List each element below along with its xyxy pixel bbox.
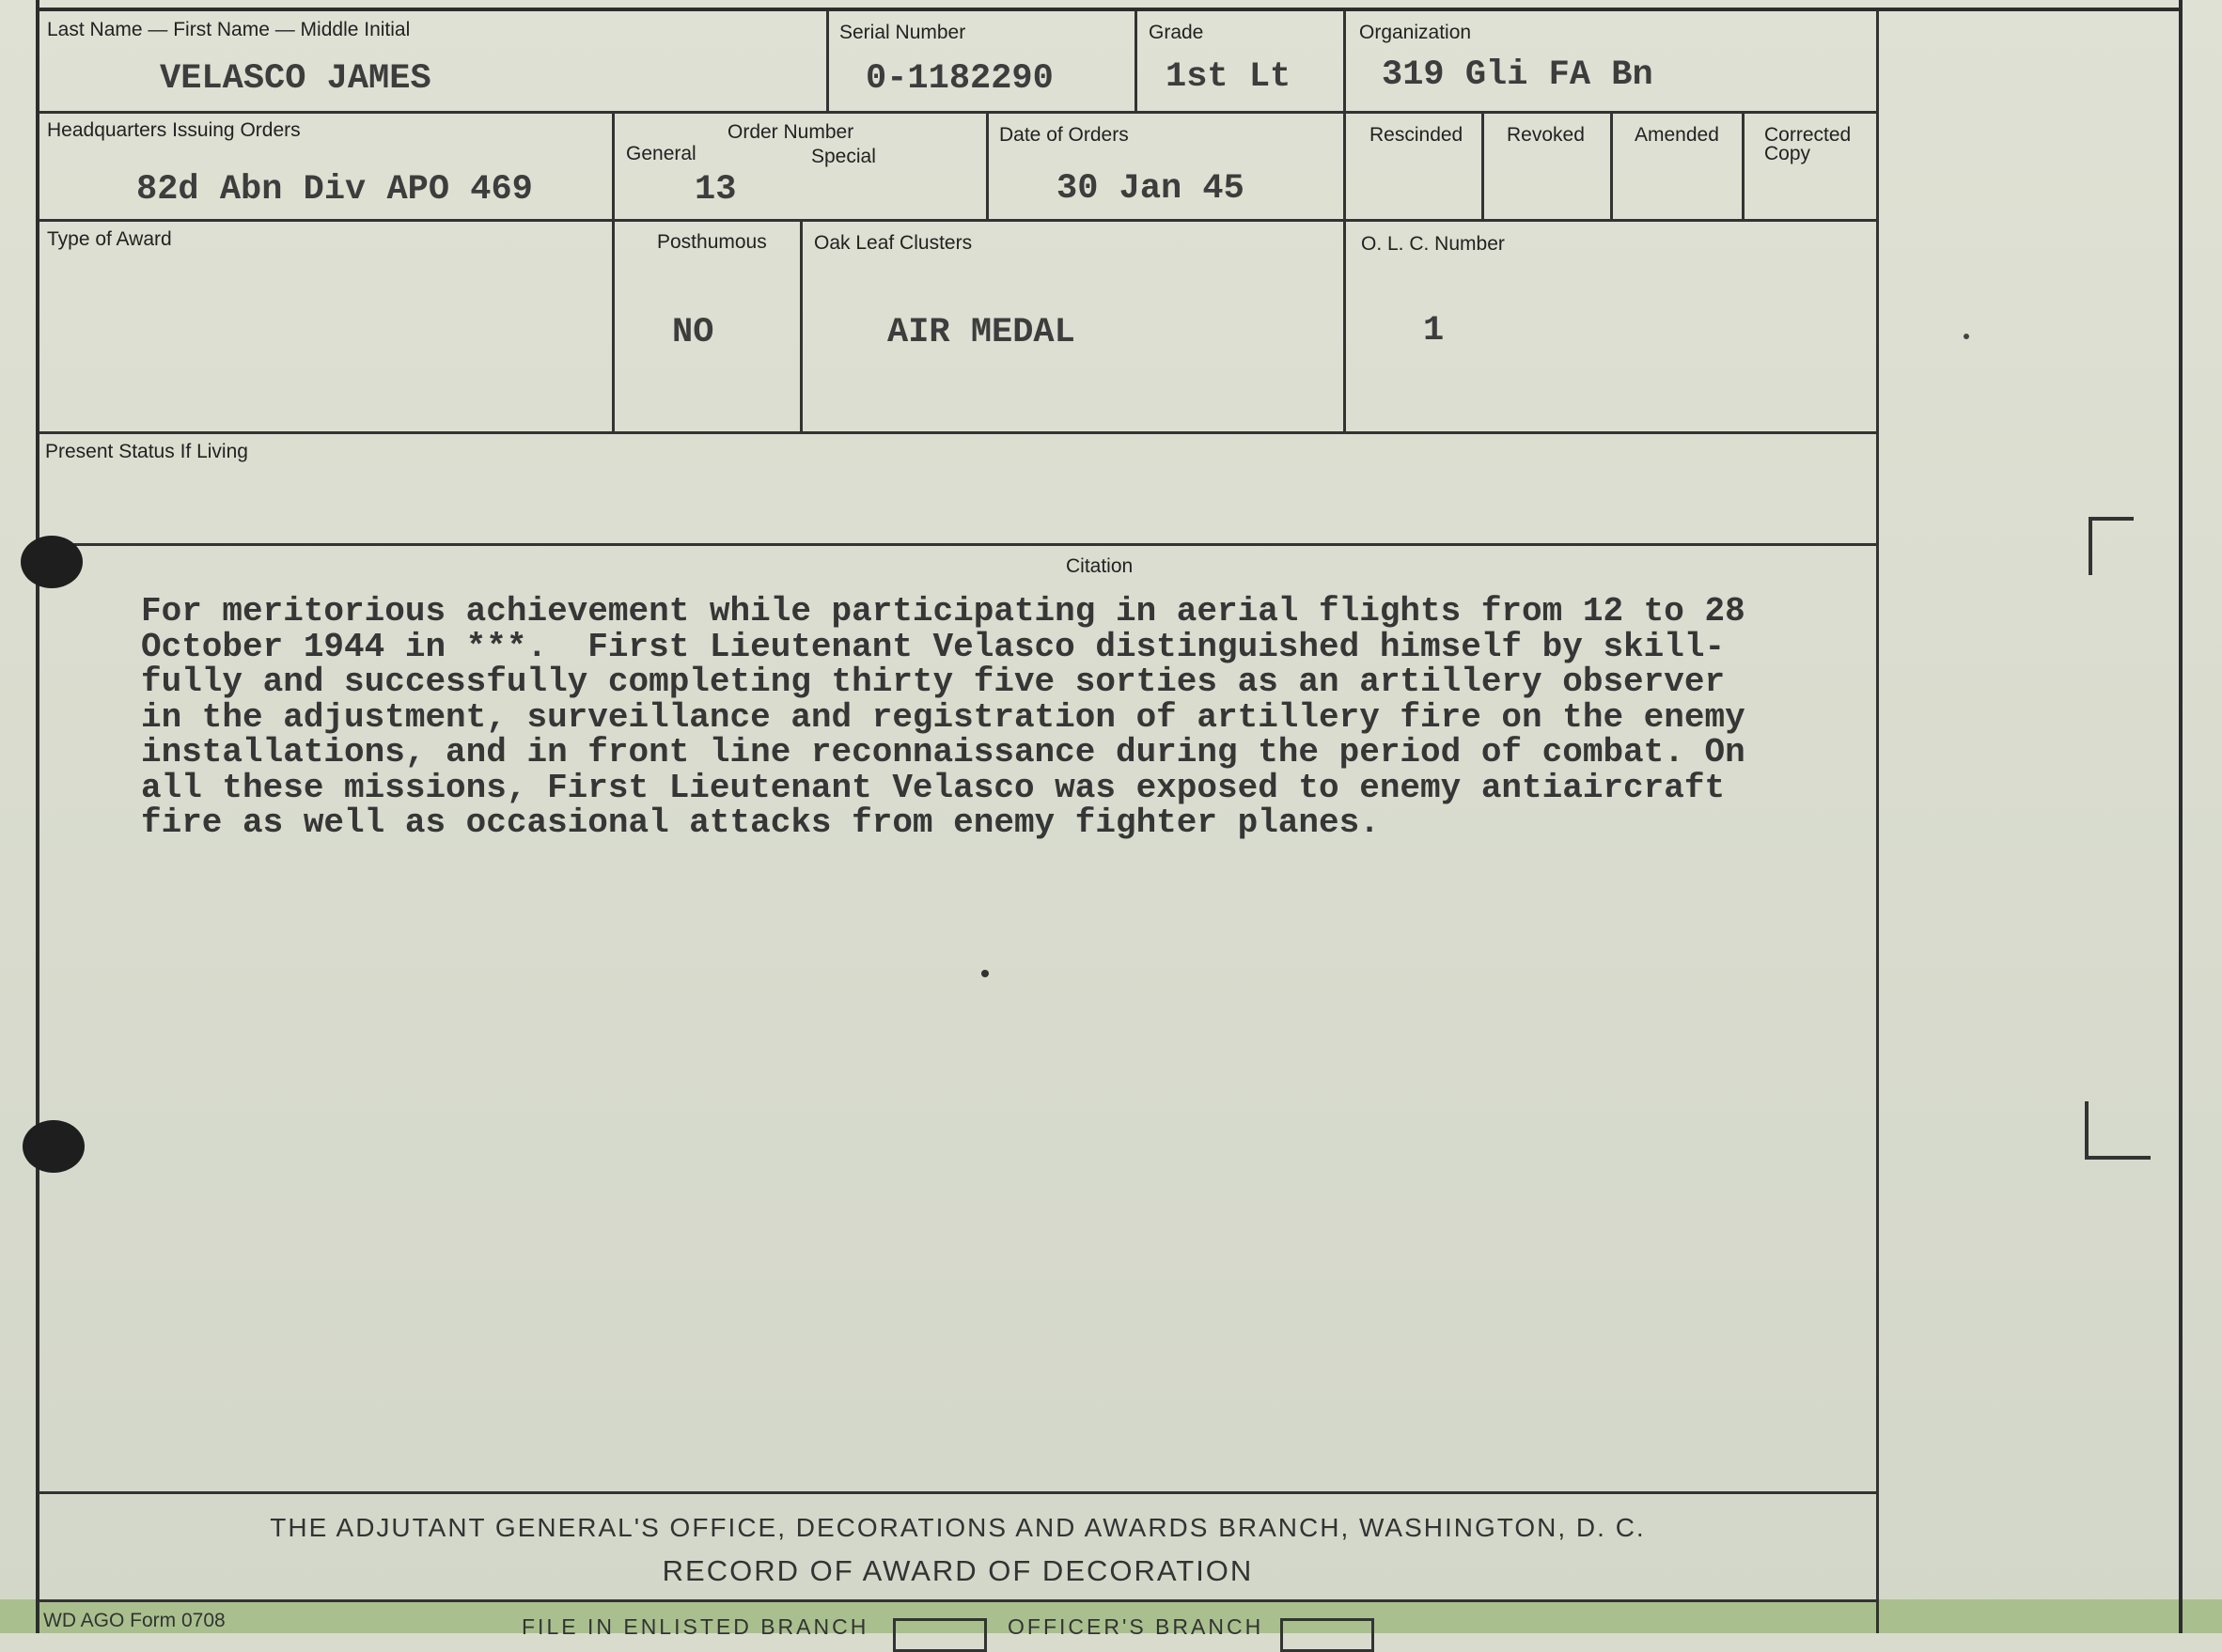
rule-v-oakleaf <box>800 219 803 431</box>
hq-label: Headquarters Issuing Orders <box>47 119 301 141</box>
rule-v-olc <box>1343 219 1346 431</box>
citation-line: in the adjustment, surveillance and registration of artillery fire on the enemy <box>141 697 1745 737</box>
olc-number-label: O. L. C. Number <box>1361 233 1505 255</box>
rule-v-order <box>612 111 615 219</box>
officers-branch: OFFICER'S BRANCH <box>1008 1614 1264 1639</box>
rule-v-date <box>986 111 989 219</box>
date-of-orders-value: 30 Jan 45 <box>1056 169 1244 209</box>
general-label: General <box>626 143 696 164</box>
corner-mark-bottom <box>2085 1101 2151 1160</box>
left-border <box>36 0 39 1633</box>
rule-row1 <box>39 111 1876 114</box>
citation-line: fire as well as occasional attacks from enemy fighter planes. <box>141 803 1380 842</box>
citation-text <box>141 594 1852 841</box>
grade-label: Grade <box>1149 22 1204 43</box>
general-value: 13 <box>695 170 737 210</box>
hq-value: 82d Abn Div APO 469 <box>136 170 533 210</box>
olc-number-value: 1 <box>1423 311 1445 351</box>
form-number: WD AGO Form 0708 <box>43 1610 226 1631</box>
rule-row3 <box>39 431 1876 434</box>
rescinded-label: Rescinded <box>1369 124 1463 146</box>
top-border <box>36 8 2183 11</box>
type-of-award-label: Type of Award <box>47 228 172 250</box>
record-title: RECORD OF AWARD OF DECORATION <box>662 1554 1254 1587</box>
citation-label: Citation <box>1066 555 1134 577</box>
order-number-label: Order Number <box>728 121 854 143</box>
copy-label: Copy <box>1764 143 1811 164</box>
date-of-orders-label: Date of Orders <box>999 124 1129 146</box>
posthumous-value: NO <box>672 313 714 352</box>
rule-bottom <box>39 1599 1876 1602</box>
punch-hole-bottom <box>23 1120 85 1173</box>
amended-label: Amended <box>1635 124 1719 146</box>
citation-line: October 1944 in ***. First Lieutenant Velasco distinguished himself by skill- <box>141 627 1726 666</box>
present-status-label: Present Status If Living <box>45 441 248 462</box>
special-label: Special <box>811 146 876 167</box>
rule-v-corrected <box>1742 111 1745 219</box>
rule-v-rescinded <box>1343 111 1346 219</box>
rule-row2 <box>39 219 1876 222</box>
rule-v-org <box>1343 11 1346 111</box>
organization-label: Organization <box>1359 22 1472 43</box>
officers-branch-box[interactable] <box>1280 1618 1374 1652</box>
serial-value: 0-1182290 <box>866 59 1054 99</box>
oak-leaf-value: AIR MEDAL <box>887 313 1075 352</box>
citation-line: For meritorious achievement while participating in aerial flights from 12 to 28 <box>141 592 1745 631</box>
name-value: VELASCO JAMES <box>160 59 431 99</box>
enlisted-branch-box[interactable] <box>893 1618 987 1652</box>
organization-value: 319 Gli FA Bn <box>1382 55 1653 95</box>
corrected-label: Corrected <box>1764 124 1852 146</box>
file-enlisted-branch: FILE IN ENLISTED BRANCH <box>522 1614 869 1639</box>
form-right-border <box>1876 11 1879 1633</box>
dot-mark <box>1964 334 1969 339</box>
oak-leaf-label: Oak Leaf Clusters <box>814 232 973 254</box>
corner-mark-top <box>2089 517 2134 575</box>
rule-v-grade <box>1134 11 1137 111</box>
right-border <box>2179 0 2183 1633</box>
rule-row4 <box>39 543 1876 546</box>
rule-footer <box>39 1491 1876 1494</box>
rule-v-posthumous <box>612 219 615 431</box>
revoked-label: Revoked <box>1507 124 1585 146</box>
rule-v-revoked <box>1481 111 1484 219</box>
citation-line: fully and successfully completing thirty five sorties as an artillery observer <box>141 662 1726 701</box>
citation-line: all these missions, First Lieutenant Velasco was exposed to enemy antiaircraft <box>141 768 1726 807</box>
office-title: THE ADJUTANT GENERAL'S OFFICE, DECORATIONS AND AWARDS BRANCH, WASHINGTON, D. C. <box>270 1513 1646 1542</box>
dot-mark <box>981 970 989 977</box>
grade-value: 1st Lt <box>1166 57 1291 97</box>
punch-hole-top <box>21 536 83 588</box>
rule-v-amended <box>1610 111 1613 219</box>
rule-v-serial <box>826 11 829 111</box>
citation-line: installations, and in front line reconnaissance during the period of combat. On <box>141 733 1745 771</box>
posthumous-label: Posthumous <box>657 231 767 253</box>
name-label: Last Name — First Name — Middle Initial <box>47 19 411 40</box>
serial-label: Serial Number <box>839 22 966 43</box>
